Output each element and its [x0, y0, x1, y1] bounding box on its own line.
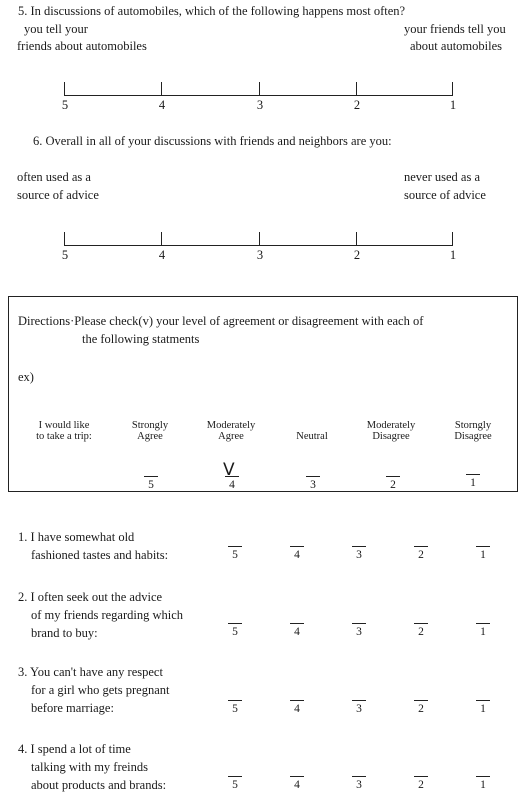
- q6-rating-scale[interactable]: [61, 232, 457, 262]
- statement-1-blank-2[interactable]: 2: [414, 546, 428, 561]
- q6-scale-label: 4: [158, 248, 166, 262]
- q5-right-anchor-line1: your friends tell you: [404, 22, 506, 36]
- q6-tick-3[interactable]: [259, 232, 260, 246]
- statement-1-blank-1[interactable]: 1: [476, 546, 490, 561]
- question-5-text: 5. In discussions of automobiles, which of the following happens most often?: [18, 4, 406, 18]
- statement-2-blank-2[interactable]: 2: [414, 623, 428, 638]
- option-strongly-disagree-line1: Storngly: [454, 420, 492, 431]
- statement-2-line2: of my friends regarding which: [31, 608, 184, 622]
- example-label: ex): [18, 370, 34, 384]
- statement-4-blank-1[interactable]: 1: [476, 776, 490, 791]
- q6-tick-2[interactable]: [356, 232, 357, 246]
- q5-scale-label: 4: [158, 98, 166, 112]
- statement-4-blank-2[interactable]: 2: [414, 776, 428, 791]
- statement-3-line1: 3. You can't have any respect: [18, 665, 163, 679]
- option-moderately-agree-line1: Moderately: [206, 420, 256, 431]
- q5-right-anchor-line2: about automobiles: [410, 39, 502, 53]
- statement-1-blank-4[interactable]: 4: [290, 546, 304, 561]
- q6-scale-label: 3: [256, 248, 264, 262]
- example-blank-1[interactable]: 1: [466, 474, 480, 489]
- statement-1-line1: 1. I have somewhat old: [18, 530, 135, 544]
- statement-1-line2: fashioned tastes and habits:: [31, 548, 169, 562]
- q5-tick-1[interactable]: [452, 82, 453, 96]
- q6-scale-label: 1: [449, 248, 457, 262]
- statement-3-blank-3[interactable]: 3: [352, 700, 366, 715]
- statement-3-blank-1[interactable]: 1: [476, 700, 490, 715]
- option-moderately-disagree-line1: Moderately: [366, 420, 416, 431]
- statement-4-blank-5[interactable]: 5: [228, 776, 242, 791]
- statement-2-blank-3[interactable]: 3: [352, 623, 366, 638]
- option-moderately-agree-line2: Agree: [218, 431, 244, 442]
- q6-tick-4[interactable]: [161, 232, 162, 246]
- q6-left-anchor-line1: often used as a: [17, 170, 91, 184]
- statement-4-blank-4[interactable]: 4: [290, 776, 304, 791]
- q6-right-anchor-line1: never used as a: [404, 170, 481, 184]
- q6-tick-5[interactable]: [64, 232, 65, 246]
- example-item-line2: to take a trip:: [36, 431, 92, 442]
- q5-tick-4[interactable]: [161, 82, 162, 96]
- q5-tick-5[interactable]: [64, 82, 65, 96]
- directions-text-line1: Directions·Please check(v) your level of agreement or disagreement with each of: [18, 314, 424, 328]
- example-blank-4[interactable]: 4: [225, 476, 239, 491]
- statement-4-line1: 4. I spend a lot of time: [18, 742, 131, 756]
- directions-text-line2: the following statments: [82, 332, 200, 346]
- statement-1-blank-5[interactable]: 5: [228, 546, 242, 561]
- statement-4-line2: talking with my freinds: [31, 760, 148, 774]
- statement-3-line2: for a girl who gets pregnant: [31, 683, 170, 697]
- example-blank-3[interactable]: 3: [306, 476, 320, 491]
- q6-right-anchor-line2: source of advice: [404, 188, 486, 202]
- q5-scale-label: 1: [449, 98, 457, 112]
- statement-3-line3: before marriage:: [31, 701, 114, 715]
- option-strongly-agree-line1: Strongly: [131, 420, 169, 431]
- q6-tick-1[interactable]: [452, 232, 453, 246]
- statement-3-blank-4[interactable]: 4: [290, 700, 304, 715]
- example-item-line1: I would like: [38, 420, 90, 431]
- statement-2-blank-1[interactable]: 1: [476, 623, 490, 638]
- statement-1-blank-3[interactable]: 3: [352, 546, 366, 561]
- q6-scale-label: 2: [353, 248, 361, 262]
- statement-2-line3: brand to buy:: [31, 626, 98, 640]
- q5-left-anchor-line2: friends about automobiles: [17, 39, 147, 53]
- statement-2-blank-5[interactable]: 5: [228, 623, 242, 638]
- q5-rating-scale[interactable]: [61, 82, 457, 112]
- option-strongly-agree-line2: Agree: [137, 431, 163, 442]
- example-check-mark: V: [223, 460, 235, 480]
- q5-tick-3[interactable]: [259, 82, 260, 96]
- q5-scale-label: 3: [256, 98, 264, 112]
- q5-tick-2[interactable]: [356, 82, 357, 96]
- statement-4-line3: about products and brands:: [31, 778, 167, 792]
- statement-3-blank-5[interactable]: 5: [228, 700, 242, 715]
- option-neutral-line2: Neutral: [296, 431, 328, 442]
- statement-2-blank-4[interactable]: 4: [290, 623, 304, 638]
- q5-scale-label: 2: [353, 98, 361, 112]
- q6-left-anchor-line2: source of advice: [17, 188, 99, 202]
- example-blank-5[interactable]: 5: [144, 476, 158, 491]
- example-blank-2[interactable]: 2: [386, 476, 400, 491]
- option-strongly-disagree-line2: Disagree: [454, 431, 492, 442]
- option-moderately-disagree-line2: Disagree: [372, 431, 410, 442]
- q5-scale-label: 5: [61, 98, 69, 112]
- question-6-text: 6. Overall in all of your discussions with friends and neighbors are you:: [33, 134, 392, 148]
- statement-3-blank-2[interactable]: 2: [414, 700, 428, 715]
- q5-left-anchor-line1: you tell your: [24, 22, 88, 36]
- statement-4-blank-3[interactable]: 3: [352, 776, 366, 791]
- statement-2-line1: 2. I often seek out the advice: [18, 590, 163, 604]
- q6-scale-label: 5: [61, 248, 69, 262]
